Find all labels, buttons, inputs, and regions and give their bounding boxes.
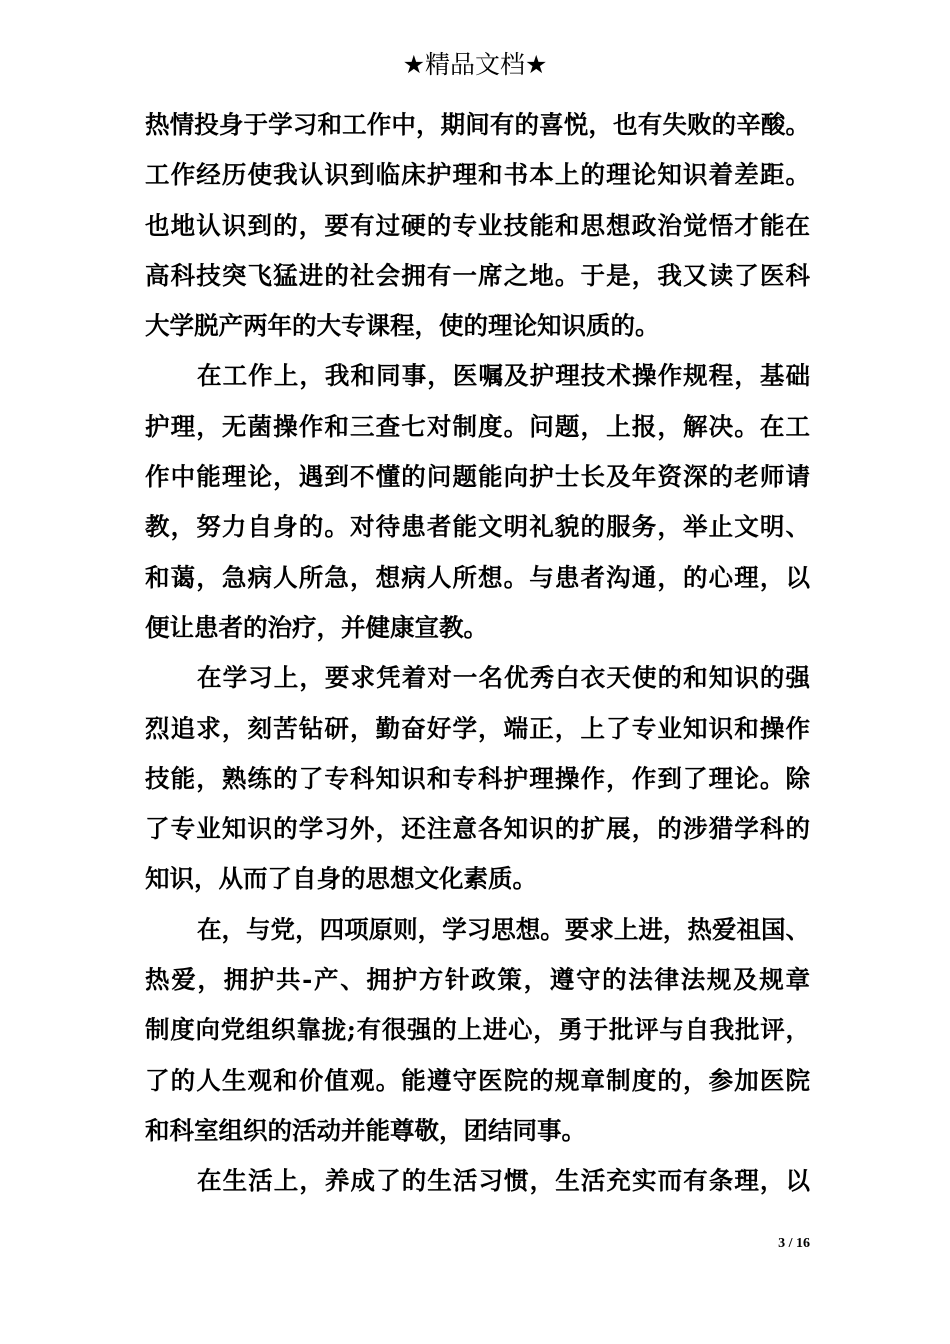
text-line: 护理，无菌操作和三查七对制度。问题，上报，解决。在工 [145, 411, 810, 441]
text-line: 在，与党，四项原则，学习思想。要求上进，热爱祖国、 [197, 914, 810, 944]
paragraph [145, 1156, 810, 1206]
document-body [145, 100, 810, 1207]
text-line: 烈追求，刻苦钻研，勤奋好学，端正，上了专业知识和操作 [145, 713, 810, 743]
text-line: 便让患者的治疗，并健康宣教。 [145, 612, 488, 642]
text-line: 高科技突飞猛进的社会拥有一席之地。于是，我又读了医科 [145, 260, 810, 290]
paragraph [145, 905, 810, 1156]
paragraph [145, 653, 810, 904]
text-line: 技能，熟练的了专科知识和专科护理操作，作到了理论。除 [145, 763, 810, 793]
text-line: 也地认识到的，要有过硬的专业技能和思想政治觉悟才能在 [145, 210, 810, 240]
text-line: 大学脱产两年的大专课程，使的理论知识质的。 [145, 311, 660, 341]
text-line: 热爱，拥护共-产、拥护方针政策，遵守的法律法规及规章 [145, 965, 810, 995]
paragraph [145, 351, 810, 653]
page-number: 3 / 16 [778, 1236, 810, 1251]
paragraph [145, 100, 810, 351]
text-line: 工作经历使我认识到临床护理和书本上的理论知识着差距。 [145, 160, 810, 190]
text-line: 教，努力自身的。对待患者能文明礼貌的服务，举止文明、 [145, 512, 810, 542]
text-line: 在生活上，养成了的生活习惯，生活充实而有条理，以 [197, 1166, 810, 1196]
text-line: 作中能理论，遇到不懂的问题能向护士长及年资深的老师请 [145, 462, 810, 492]
text-line: 和科室组织的活动并能尊敬，团结同事。 [145, 1115, 586, 1145]
text-line: 在工作上，我和同事，医嘱及护理技术操作规程，基础 [197, 361, 810, 391]
text-line: 了的人生观和价值观。能遵守医院的规章制度的，参加医院 [145, 1065, 810, 1095]
text-line: 在学习上，要求凭着对一名优秀白衣天使的和知识的强 [197, 663, 810, 693]
text-line: 制度向党组织靠拢;有很强的上进心，勇于批评与自我批评， [145, 1015, 810, 1045]
page-header-title: ★精品文档★ [402, 50, 548, 79]
text-line: 了专业知识的学习外，还注意各知识的扩展，的涉猎学科的 [145, 814, 810, 844]
text-line: 热情投身于学习和工作中，期间有的喜悦，也有失败的辛酸。 [145, 110, 810, 139]
text-line: 和蔼，急病人所急，想病人所想。与患者沟通，的心理，以 [145, 562, 810, 592]
text-line: 知识，从而了自身的思想文化素质。 [145, 864, 537, 894]
